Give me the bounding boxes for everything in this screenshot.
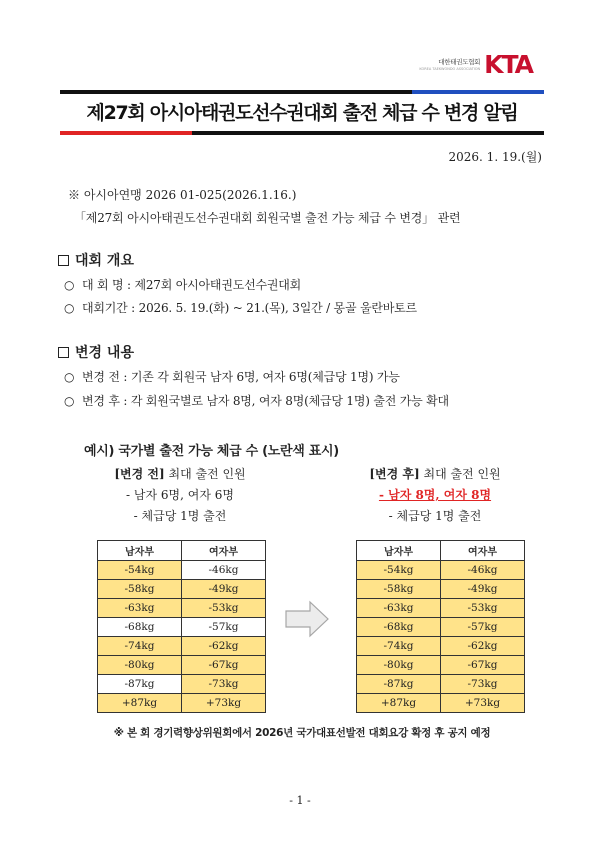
checkbox-square-icon: [58, 255, 69, 266]
men-weight-cell: -68kg: [98, 618, 182, 637]
men-weight-cell: +87kg: [98, 694, 182, 713]
table-row: [357, 599, 525, 618]
title-top-rule: [60, 90, 412, 94]
after-line-1: - 남자 8명, 여자 8명: [378, 488, 492, 502]
after-caption-header: [335, 464, 535, 485]
women-weight-cell: +73kg: [182, 694, 266, 713]
men-weight-cell: -58kg: [357, 580, 441, 599]
men-weight-cell: -80kg: [98, 656, 182, 675]
page-title: 제27회 아시아태권도선수권대회 출전 체급 수 변경 알림: [86, 102, 518, 124]
table-row: [357, 675, 525, 694]
women-weight-cell: -73kg: [182, 675, 266, 694]
men-weight-cell: +87kg: [357, 694, 441, 713]
men-weight-cell: -63kg: [98, 599, 182, 618]
table-row: [98, 675, 266, 694]
reference-line-2: 「제27회 아시아태권도선수권대회 회원국별 출전 가능 체급 수 변경」 관련: [74, 211, 461, 225]
women-weight-cell: -67kg: [441, 656, 525, 675]
logo-text: [419, 57, 480, 71]
overview-item-text: 대 회 명 : 제27회 아시아태권도선수권대회: [82, 278, 302, 292]
page-number: - 1 -: [289, 794, 311, 807]
changes-item: [64, 368, 400, 385]
before-tag: [변경 전]: [114, 467, 165, 481]
women-weight-cell: -46kg: [182, 561, 266, 580]
table-row: [357, 561, 525, 580]
section-changes-heading: [58, 342, 134, 362]
before-caption-header: [80, 464, 280, 485]
before-label: 최대 출전 인원: [164, 467, 246, 481]
women-weight-cell: -62kg: [441, 637, 525, 656]
table-row: [357, 637, 525, 656]
table-row: [98, 637, 266, 656]
men-weight-cell: -58kg: [98, 580, 182, 599]
women-weight-cell: +73kg: [441, 694, 525, 713]
logo-org-name: 대한태권도협회: [438, 58, 481, 66]
table-row: [98, 656, 266, 675]
women-weight-cell: -49kg: [441, 580, 525, 599]
men-weight-cell: -63kg: [357, 599, 441, 618]
before-line-2: - 체급당 1명 출전: [133, 509, 227, 523]
overview-item: [64, 276, 301, 293]
logo-mark-text: KTA: [484, 49, 532, 79]
men-weight-cell: -54kg: [98, 561, 182, 580]
changes-item-text: 변경 후 : 각 회원국별로 남자 8명, 여자 8명(체급당 1명) 출전 가능 확대: [82, 394, 449, 408]
arrow-right-icon: [284, 600, 330, 638]
women-weight-cell: -49kg: [182, 580, 266, 599]
column-header-men: 남자부: [98, 541, 182, 561]
women-weight-cell: -53kg: [441, 599, 525, 618]
men-weight-cell: -87kg: [357, 675, 441, 694]
women-weight-cell: -62kg: [182, 637, 266, 656]
before-caption: [80, 464, 280, 527]
after-label: 최대 출전 인원: [419, 467, 501, 481]
table-row: [98, 694, 266, 713]
section-overview-heading: [58, 250, 134, 270]
women-weight-cell: -57kg: [441, 618, 525, 637]
logo-mark: [484, 49, 532, 79]
after-line-2: - 체급당 1명 출전: [388, 509, 482, 523]
men-weight-cell: -54kg: [357, 561, 441, 580]
circle-bullet-icon: ○: [64, 370, 75, 384]
women-weight-cell: -46kg: [441, 561, 525, 580]
circle-bullet-icon: ○: [64, 278, 75, 292]
before-line-1: - 남자 6명, 여자 6명: [126, 488, 234, 502]
table-header-row: [357, 541, 525, 561]
table-row: [357, 618, 525, 637]
section-changes-title: 변경 내용: [75, 345, 134, 361]
logo-org-sub: KOREA TAEKWONDO ASSOCIATION: [419, 67, 481, 71]
women-weight-cell: -73kg: [441, 675, 525, 694]
circle-bullet-icon: ○: [64, 394, 75, 408]
table-row: [98, 580, 266, 599]
before-weight-table: [97, 540, 266, 713]
title-bottom-rule: [192, 131, 544, 135]
after-caption: [335, 464, 535, 527]
women-weight-cell: -57kg: [182, 618, 266, 637]
table-header-row: [98, 541, 266, 561]
checkbox-square-icon: [58, 347, 69, 358]
kta-logo: [419, 50, 532, 78]
table-row: [98, 561, 266, 580]
table-row: [357, 694, 525, 713]
column-header-women: 여자부: [182, 541, 266, 561]
table-row: [357, 656, 525, 675]
title-top-rule-accent: [412, 90, 544, 94]
section-overview-title: 대회 개요: [75, 253, 134, 269]
circle-bullet-icon: ○: [64, 301, 75, 315]
changes-item: [64, 392, 449, 409]
men-weight-cell: -74kg: [98, 637, 182, 656]
overview-item: [64, 299, 417, 316]
women-weight-cell: -67kg: [182, 656, 266, 675]
women-weight-cell: -53kg: [182, 599, 266, 618]
table-row: [98, 618, 266, 637]
title-bottom-rule-accent: [60, 131, 192, 135]
table-row: [98, 599, 266, 618]
men-weight-cell: -87kg: [98, 675, 182, 694]
after-weight-table: [356, 540, 525, 713]
men-weight-cell: -68kg: [357, 618, 441, 637]
overview-item-text: 대회기간 : 2026. 5. 19.(화) ~ 21.(목), 3일간 / 몽골 울란바토르: [82, 301, 417, 315]
example-title: 예시) 국가별 출전 가능 체급 수 (노란색 표시): [84, 444, 339, 459]
footnote: ※ 본 회 경기력향상위원회에서 2026년 국가대표선발전 대회요강 확정 후 공지 예정: [113, 727, 491, 739]
reference-line-1: ※ 아시아연맹 2026 01-025(2026.1.16.): [68, 188, 297, 202]
after-tag: [변경 후]: [369, 467, 420, 481]
men-weight-cell: -80kg: [357, 656, 441, 675]
men-weight-cell: -74kg: [357, 637, 441, 656]
document-date: 2026. 1. 19.(월): [448, 150, 542, 164]
table-row: [357, 580, 525, 599]
column-header-women: 여자부: [441, 541, 525, 561]
column-header-men: 남자부: [357, 541, 441, 561]
changes-item-text: 변경 전 : 기존 각 회원국 남자 6명, 여자 6명(체급당 1명) 가능: [82, 370, 400, 384]
